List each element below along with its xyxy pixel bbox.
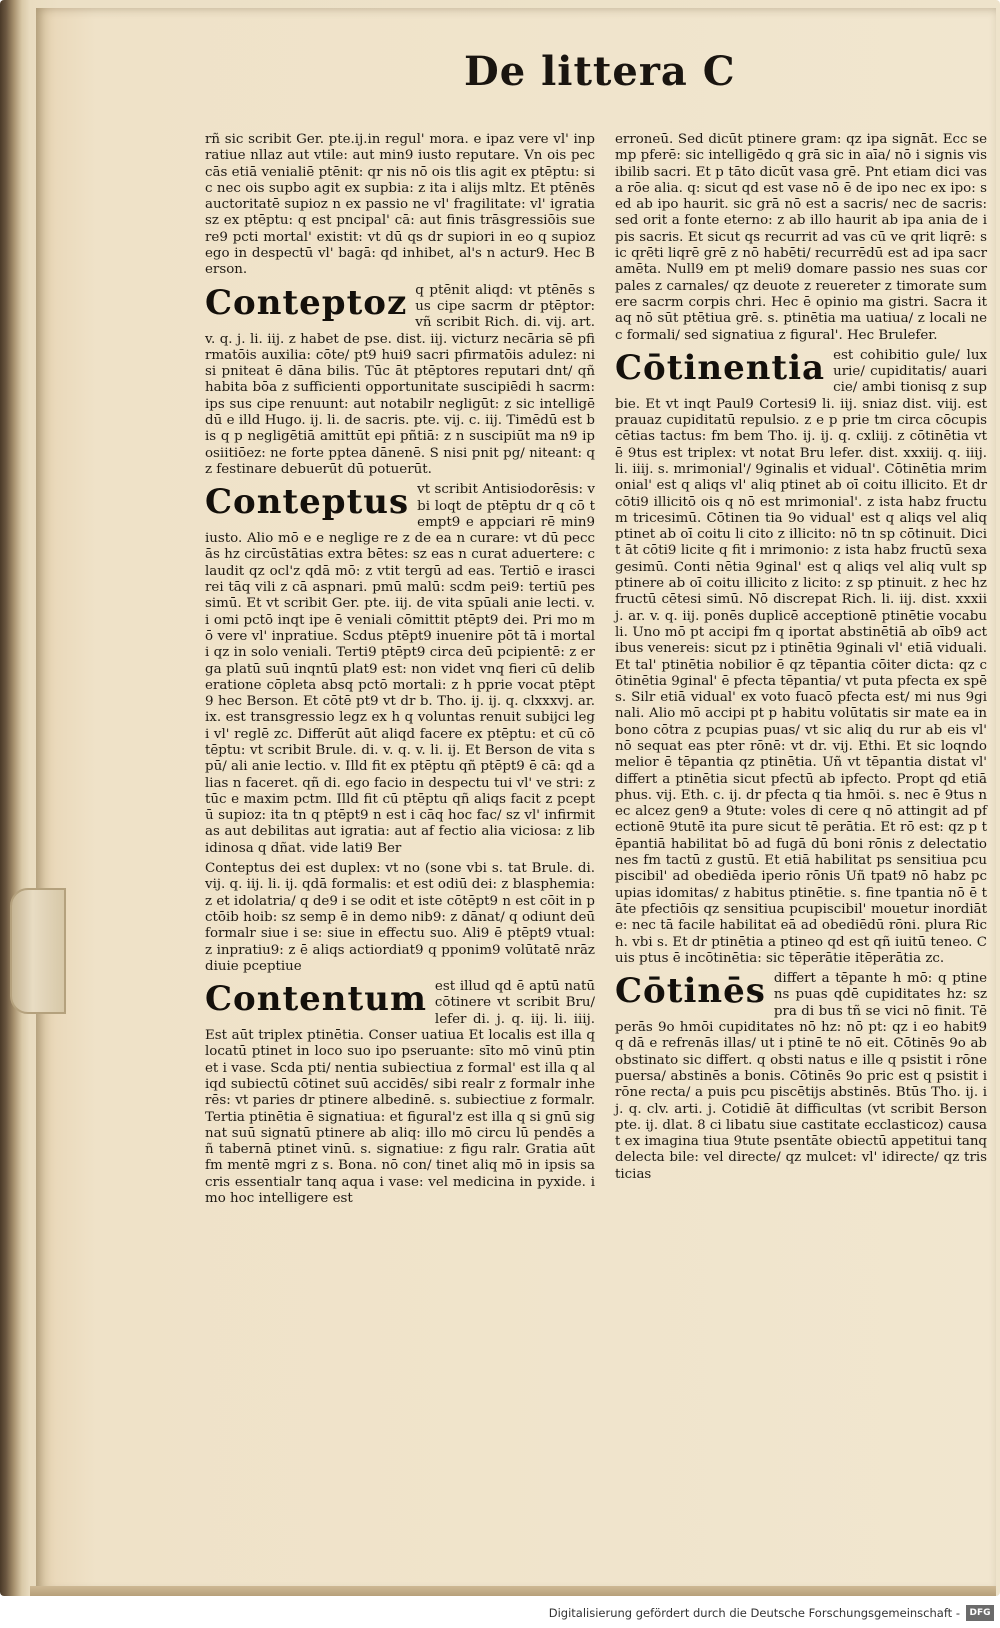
entry-text: q ptēnit aliqd: vt ptēnēs sus cipe sacrm dr ptēptor: vñ scribit Rich. di. vij. art. v. q. j. li. iij. z habet de pse. dist. iij. victurz necāria sē pfirmatōis auxilia: cōte/ pt9 hui9 sacri pfirmatōis adulez: nisi pniteat ē dāna bilis. Tūc āt ptēptores reputari dnt/ qñ habita bōa z sufficienti opportunitate suscipiēdi h sacrm: ips sus cipe renuunt: aut notabilr negligūt: z sic intelligēdū e illd Hugo. ij. li. de sacris. pte. vij. c. iij. Timēdū est bis q p negligētiā amittūt epi pñtiā: z n suscipiūt ma n9 iposiitiōez: ne forte pptea dānenē. S nisi pnit pg/ niteant: qz festinare debuerūt dū potuerūt. [205, 282, 595, 477]
footer-bar [0, 1600, 1000, 1628]
entry-text: erroneū. Sed dicūt ptinere gram: qz ipa signāt. Ecc semp pferē: sic intelligēdo q grā sic in aīa/ nō i signis visibilib sacri. Et p tāto dicūt vasa grē. Pnt etiam dici vasa rōe alia. q: sicut qd est vase nō ē de ipo nec ex ipo: sed ab ipo haurit. sic grā nō est a sacris/ nec de sacris: sed orit a fonte eterno: z ab illo haurit ab ipa ania de ipis sacris. Et sicut qs recurrit ad vas cū ve qrit liqrē: sic qrēti liqrē grē z nō habēti/ recurrēdū est ad ipa sacramēta. Null9 em pt meli9 domare passio nes suas corpales z carnales/ qz deuote z reuereter z timorate sumere sacrm corpis chri. Hec ē opinio ma gistri. Sacra itaq nō sūt ptētiua grē. s. ptinētia ma uatiua/ z locali nec formali/ sed signatiua z figural'. Hec Brulefer. [615, 132, 987, 343]
dictionary-entry [615, 348, 987, 971]
entry-text: est illud qd ē aptū natū cōtinere vt scribit Bru/ lefer di. j. q. iij. li. iiij. Est aūt triplex ptinētia. Conser uatiua Et localis est illa q locatū ptinet in loco suo ipo pseruante: sīto mō vinū ptinet i vase. Scda pti/ nentia subiectiua z formal' est illa q aliqd subiectū cōtinet suū accidēs/ sibi realr z formalr inherēs: vt paries dr ptinere albedinē. s. subiectiue z formalr. Tertia ptinētia ē signatiua: et figural'z est illa q si gnū signat suū signatū ptinere ab aliq: illo mō circu lū pendēs añ tabernā ptinet vinū. s. signatiue: z figu ralr. Gratia aūt fm mentē mgri z s. Bona. nō con/ tinet aliq mō in ipsis sacris essentialr tanq aqua i vase: vel medicina in pyxide. imo hoc intelligere est [205, 979, 595, 1206]
entry-text: rñ sic scribit Ger. pte.ij.in regul' mora. e ipaz vere vl' inpratiue nllaz aut vtile: aut min9 iusto reputare. Vn ois peccās etiā venialiē ptēnit: qr nis nō ois tlis agit ex ptēptu: sic nec ois supbo agit ex supbia: z ita i alijs mltz. Et ptēnēs auctoritatē supioz n ex passio ne vl' fragilitate: vl' igratia sz ex ptēptu: q est pncipal' cā: aut finis trāsgressiōis sue re9 pcti mortal' existit: vt dū qs dr supiori in eo q supioz ego in despectū vl' bagā: qd inhibet, al's n actur9. Hec Berson. [205, 132, 595, 278]
bookmark-clasp [10, 888, 66, 1014]
entry-headword: Cōtinēs [615, 971, 766, 1012]
dictionary-entry [205, 283, 595, 483]
entry-headword: Contentum [205, 979, 427, 1020]
dictionary-entry [615, 971, 987, 1187]
running-title: De littera C [464, 48, 736, 95]
right-column [615, 132, 987, 1187]
entry-headword: Cōtinentia [615, 347, 826, 388]
dictionary-entry [205, 482, 595, 861]
entry-text: differt a tēpante h mō: q ptinens puas qdē cupiditates hz: sz pra di bus tñ se vici nō finit. Tēperās 9o hmōi cupiditates nō hz: nō pt: qz i eo habit9 q dā e refrenās illas/ ut i ptinē te nō eit. Cōtinēs 9o ab obstinato sic differt. q obsti natus e ille q psistit i rōne puersa/ abstinēs a bonis. Cōtinēs 9o pric est q psistit i rōne recta/ a puis pcu piscētijs abstinēs. Btūs Tho. ij. ij. q. clv. arti. j. Cotidiē āt difficultas (vt scribit Berson pte. ij. dlat. 8 ci libatu siue castitate ecclasticoz) causat ex imagina tiua 9tute psentāte obiectū appetitui tanq delecta bile: vel directe/ qz mulcet: vl' idirecte/ qz tristicias [615, 971, 988, 1182]
dictionary-entry [205, 861, 595, 979]
dictionary-entry [205, 132, 595, 283]
dictionary-entry [205, 979, 595, 1211]
entry-text: vt scribit Antisiodorēsis: vbi loqt de ptēptu dr q cō tempt9 e appciari rē min9 iusto. Alio mō e e neglige re z de ea n curare: vt dū peccās hz circūstātias extra bētes: sz eas n curat aduertere: claudit qz ocl'z qdā mō: z vtit tergū ad eas. Tertiō e irasci rei tāq vili z cā aspnari. pmū malū: scdm pei9: tertiū pessimū. Et vt scribit Ger. pte. iij. de vita spūali anie lecti. v. i omi pctō inqt ipe ē veniali cōmittit ptēpt9 dei. Pri mo mō vere vl' inpratiue. Scdus ptēpt9 inuenire pōt tā i mortali qz in solo veniali. Terti9 ptēpt9 circa deū pcipientē: z erga platū suū inqntū plat9 est: non videt vnq fieri cū deliberatione cōpleta absq pctō mortali: z h pprie vocat ptēpt9 hec Berson. Et cōtē pt9 vt dr b. Tho. ij. ij. q. clxxxvj. ar. ix. est transgressio legz ex h q voluntas renuit subijci legi vl' reglē zc. Differūt aūt aliqd facere ex ptēptu: et cū cōtēptu: vt scribit Brule. di. v. q. v. li. ij. Et Berson de vita spū/ ali anie lectio. v. Illd fit ex ptēptu qñ ptēpt9 ē cā: qd alias n faceret. qñ di. ego facio in despectu tui vl' ve stri: z tūc e maxim pctm. Illd fit cū ptēptu qñ aliqs facit z pceptū supioz: ita tn q ptēpt9 n est i cāq hoc fac/ sz vl' infirmitas aut debilitas aut igratia: aut af fectio alia viciosa: z libidinosa q dñat. vide lati9 Ber [205, 482, 595, 856]
page-bottom-edge [30, 1586, 996, 1596]
dfg-logo: DFG [966, 1605, 994, 1621]
entry-headword: Conteptus [205, 482, 410, 523]
digitization-credit: Digitalisierung gefördert durch die Deutsche Forschungsgemeinschaft - [548, 1606, 960, 1620]
entry-headword: Conteptoz [205, 282, 408, 323]
dictionary-entry [615, 132, 987, 348]
left-column [205, 132, 595, 1211]
entry-text: est cohibitio gule/ luxurie/ cupiditatis/ auaricie/ ambi tionisq z supbie. Et vt inqt Paul9 Cortesi9 li. iij. sniaz dist. viij. est prauaz cupiditatū repulsio. z e p prie tm circa cōcupiscētias tactus: fm bem Tho. ij. ij. q. cxliij. z cōtinētia vt ē 9tus est triplex: vt notat Bru lefer. dist. xxxiij. q. iiij. li. iiij. s. mrimonial'/ 9ginalis et vidual'. Cōtinētia mrimonial' est q aliqs vl' aliq ptinet ab oī coitu illicito. Et dr cōti9 illicitō ois q nō est mrimonial'. z ista habz fructum tricesimū. Cōtinen tia 9o vidual' est q aliqs vel aliq ptinet ab oī coitu li cito z illicito: nō tn sp cōtinuit. Dicit āt cōti9 licite q fit i mrimonio: z ista habz fructū sexagesimū. Conti nētia 9ginal' est q aliqs vel aliq vult sp ptinere ab oī coitu illicito z licito: z sp ptinuit. z hec hz fructū cētesi simū. Nō discrepat Rich. li. iij. dist. xxxiij. ar. v. q. iij. ponēs duplicē acceptionē ptinētie vocabuli. Uno mō pt accipi fm q iportat abstinētiā ab oīb9 actibus venereis: sicut pz i ptinētia 9ginali vl' etiā viduali. Et tal' ptinētia nobilior ē qz tēpantia cōiter dicta: qz cōtinētia 9ginal' ē pfecta tēpantia/ vt puta pfecta ex spēs. Silr etiā vidual' ex voto fuacō pfecta est/ mi nus 9ginali. Alio mō accipi pt p habitu volūtatis sir mate ea in bono cōtra z pcupias puas/ vt sic aliq du rur ab eis vl' nō sequat eas pter rōnē: vt dr. vij. Ethi. Et sic loqndo melior ē tēpantia qz ptinētia. Uñ vt tēpantia distat vl' differt a ptinētia sicut pfectū ab ipfecto. Propt qd etiā phus. vij. Eth. c. ij. dr pfecta q tia hmōi. s. nec ē 9tus nec alcez gen9 a 9tute: voles di cere q nō attingit ad pfectionē 9tutē ita pure sicut tē perātia. Et rō est: qz p tēpantiā habilitat bō ad fugā dū boni rōnis z delectationes fm tactū z gustū. Et etiā habilitat ps sensitiua pcupiscibil' ad obediēda iperio rōnis Uñ tpat9 nō habz pcupias idomitas/ z habitus ptinētie. s. fine tpantia nō ē tāte pfectiōis qz sensitiua pcupiscibil' mouetur inordiāte: nec tā facile habilitat eā ad obediēdū rōni. plura Rich. vbi s. Et dr ptinētia a ptineo qd est qñ iuitū teneo. Cuis ptus ē incōtinētia: sic tēperātie itēperātia zc. [615, 347, 987, 966]
entry-text: Conteptus dei est duplex: vt no (sone vbi s. tat Brule. di. vij. q. iij. li. ij. qdā formalis: et est odiū dei: z blasphemia: z et idolatria/ q de9 i se odit et iste cōtēpt9 n est cōit in pctōib hoib: sz semp ē in demo nib9: z dānat/ q odiunt deū formalr siue i se: siue in effectu suo. Ali9 ē ptēpt9 vtual: z inpratiu9: z ē aliqs actiordiat9 q pponim9 volūtatē nrāz diuie pceptiue [205, 861, 595, 974]
